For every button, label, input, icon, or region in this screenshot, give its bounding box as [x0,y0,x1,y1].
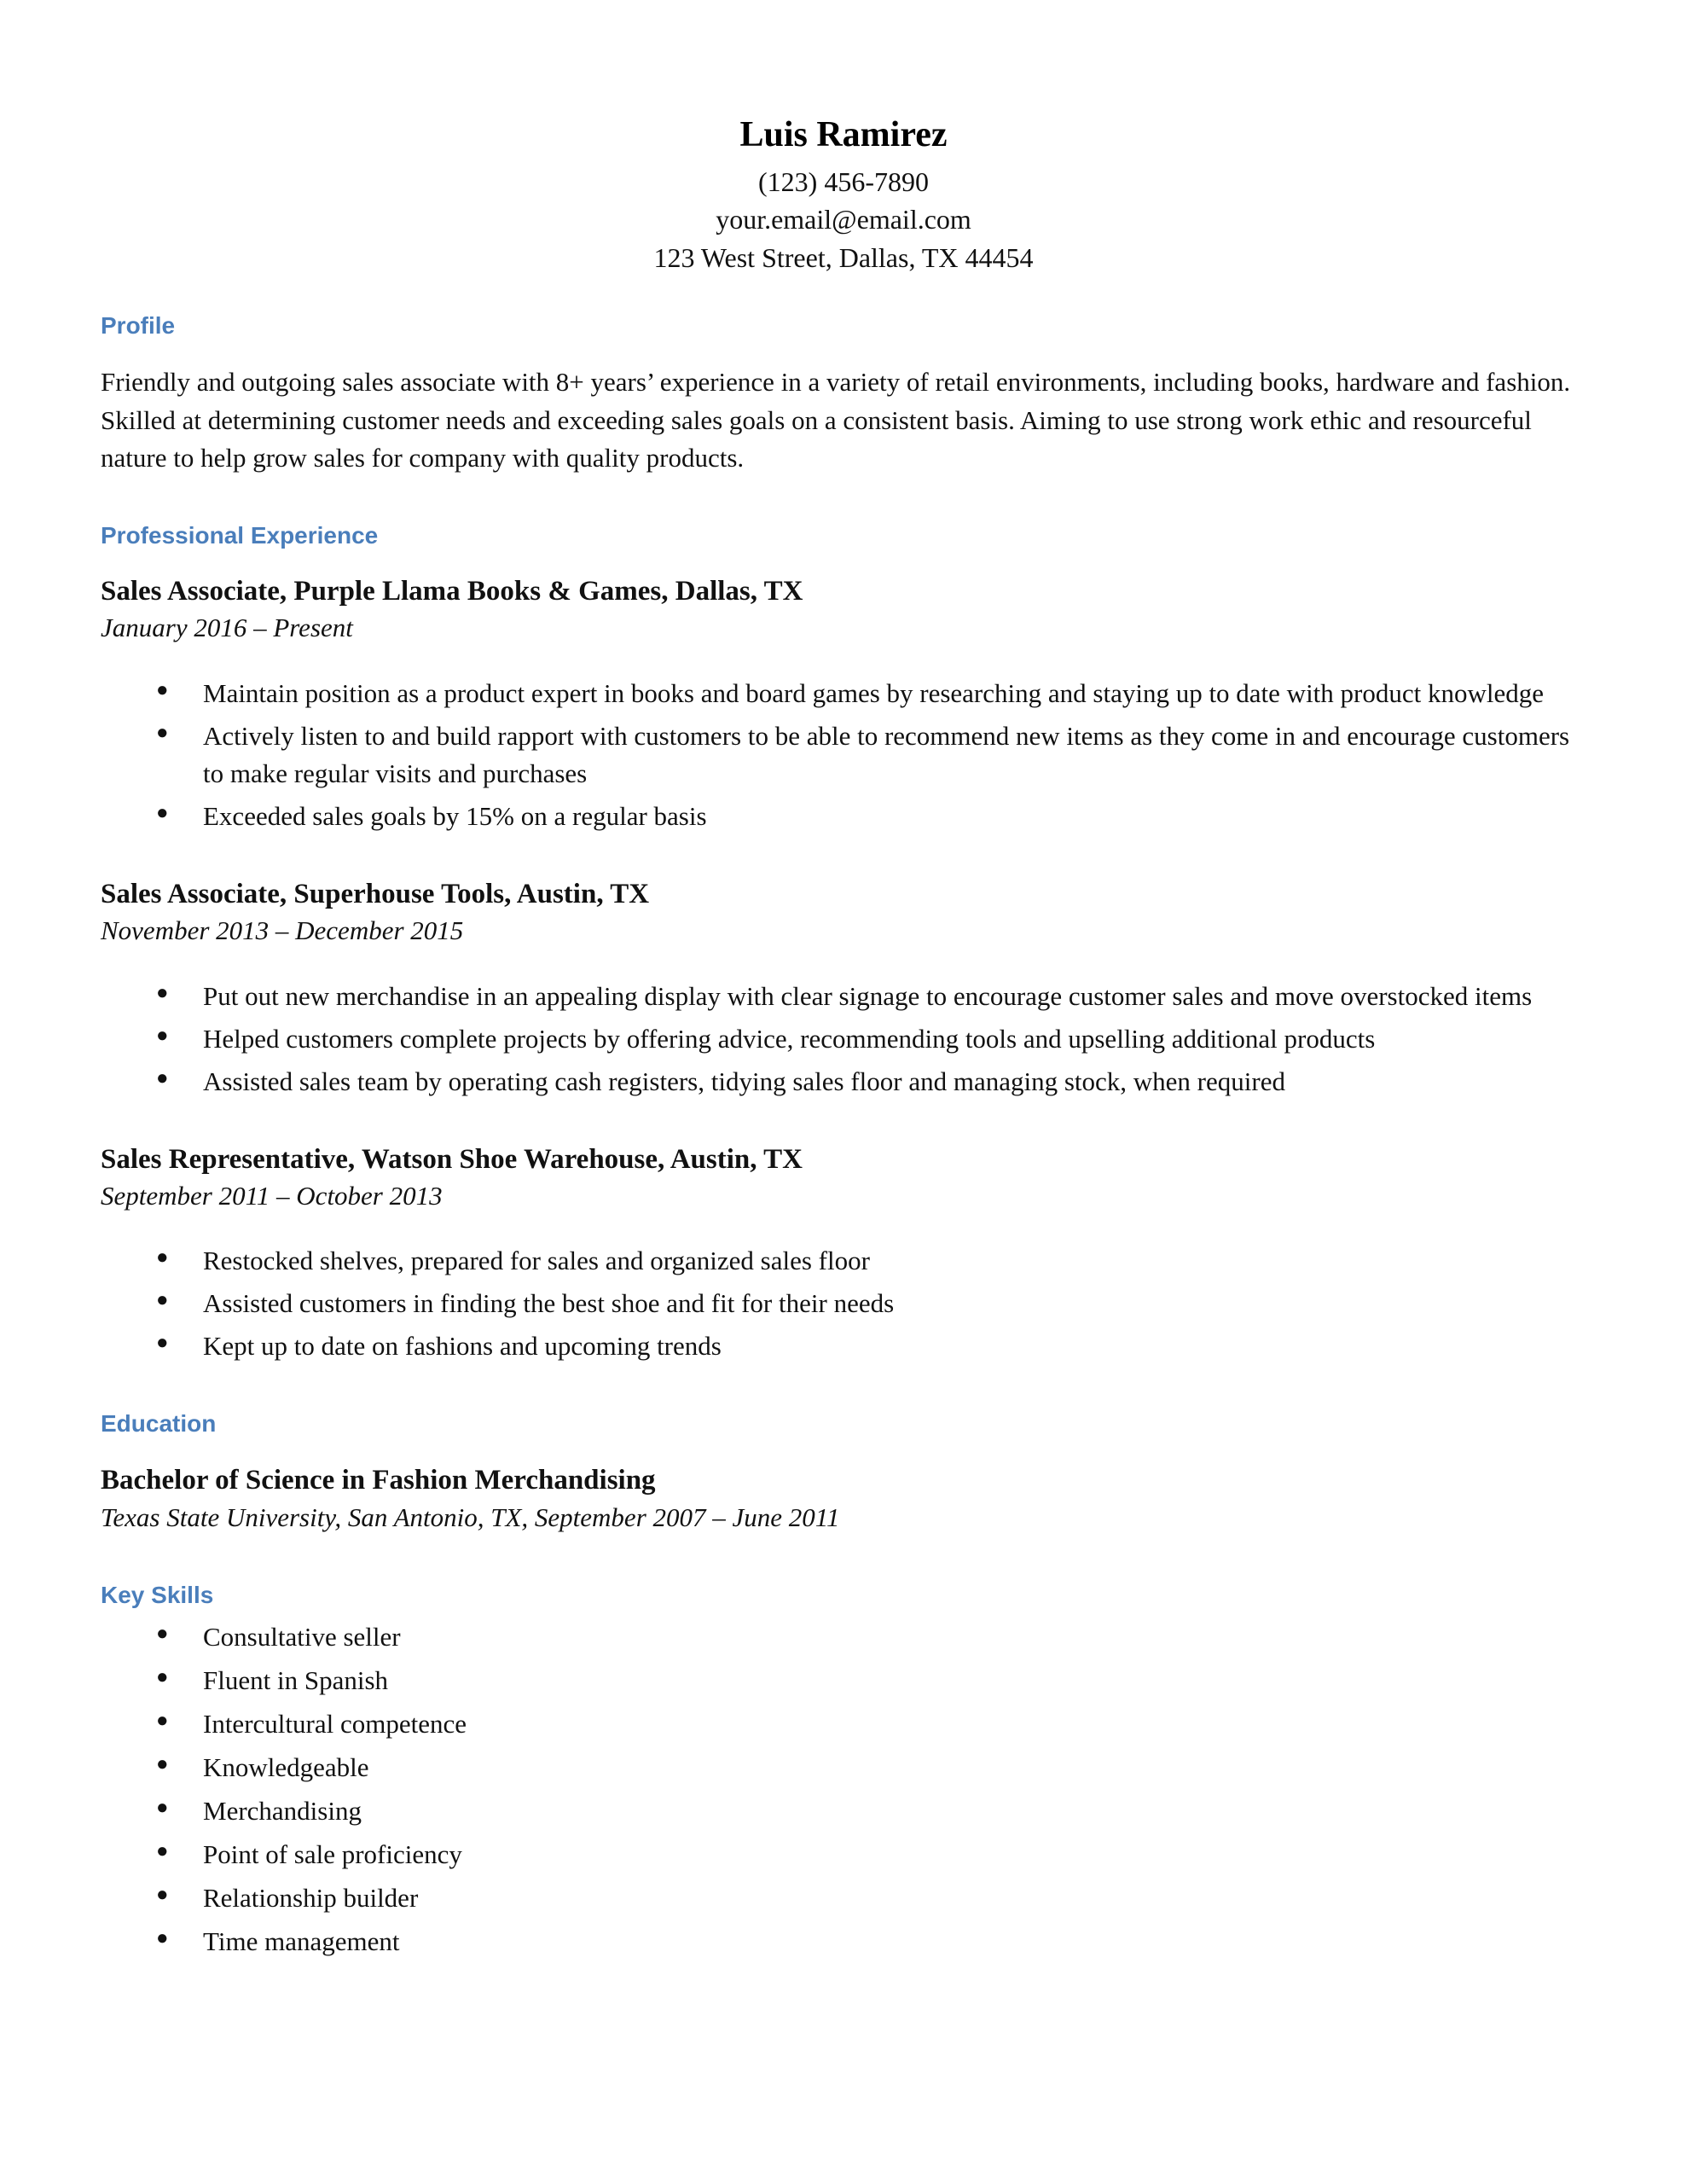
job-bullet-list [101,1242,1586,1365]
job-bullet-list [101,978,1586,1101]
job-entry [101,573,1586,835]
job-bullet: ● Kept up to date on fashions and upcoming trends [203,1327,1586,1365]
skill-item: ● Intercultural competence [203,1705,1586,1743]
candidate-address: 123 West Street, Dallas, TX 44454 [653,242,1034,274]
job-bullet: ● Helped customers complete projects by offering advice, recommending tools and upselling additional products [203,1020,1586,1058]
skill-item: ● Consultative seller [203,1618,1586,1656]
job-bullet: ● Maintain position as a product expert in books and board games by researching and staying up to date with product knowledge [203,675,1586,712]
resume-header [101,113,1586,277]
skill-item: ● Relationship builder [203,1879,1586,1917]
section-heading-profile: Profile [101,311,176,339]
job-dates: September 2011 – October 2013 [101,1180,443,1211]
job-title: Sales Associate, Superhouse Tools, Austin, TX [101,878,650,909]
job-bullet: ● Restocked shelves, prepared for sales and organized sales floor [203,1242,1586,1280]
skills-list [101,1618,1586,1960]
skill-item: ● Merchandising [203,1792,1586,1830]
skill-item: ● Fluent in Spanish [203,1662,1586,1699]
job-entry [101,1141,1586,1366]
candidate-phone: (123) 456-7890 [758,166,929,197]
job-bullet: ● Assisted sales team by operating cash registers, tidying sales floor and managing stock, when required [203,1063,1586,1101]
job-dates: November 2013 – December 2015 [101,915,464,945]
skill-item: ● Knowledgeable [203,1749,1586,1786]
job-bullet: ● Exceeded sales goals by 15% on a regular basis [203,798,1586,835]
job-bullet: ● Assisted customers in finding the best shoe and fit for their needs [203,1285,1586,1322]
job-title: Sales Associate, Purple Llama Books & Games, Dallas, TX [101,576,803,607]
candidate-email: your.email@email.com [716,204,971,235]
skill-item: ● Point of sale proficiency [203,1836,1586,1873]
section-heading-education: Education [101,1410,217,1438]
job-bullet: ● Actively listen to and build rapport with customers to be able to recommend new items as they come in and encourage customers to make regular visits and purchases [203,717,1586,793]
profile-paragraph: Friendly and outgoing sales associate with 8+ years’ experience in a variety of retail environments, including books, hardware and fashion. Skilled at determining customer needs and exceeding sales goals on a consistent basis. Aiming to use strong work ethic and resourceful nature to help grow sales for company with quality products. [101,367,1571,473]
degree-title: Bachelor of Science in Fashion Merchandising [101,1465,656,1496]
job-title: Sales Representative, Watson Shoe Warehouse, Austin, TX [101,1143,803,1175]
job-bullet-list [101,675,1586,835]
job-dates: January 2016 – Present [101,613,353,643]
section-heading-experience: Professional Experience [101,521,379,549]
degree-details: Texas State University, San Antonio, TX, September 2007 – June 2011 [101,1502,840,1532]
candidate-name: Luis Ramirez [739,115,948,154]
job-bullet: ● Put out new merchandise in an appealing display with clear signage to encourage customer sales and move overstocked items [203,978,1586,1015]
section-heading-skills: Key Skills [101,1581,214,1608]
skill-item: ● Time management [203,1923,1586,1960]
job-entry [101,876,1586,1101]
